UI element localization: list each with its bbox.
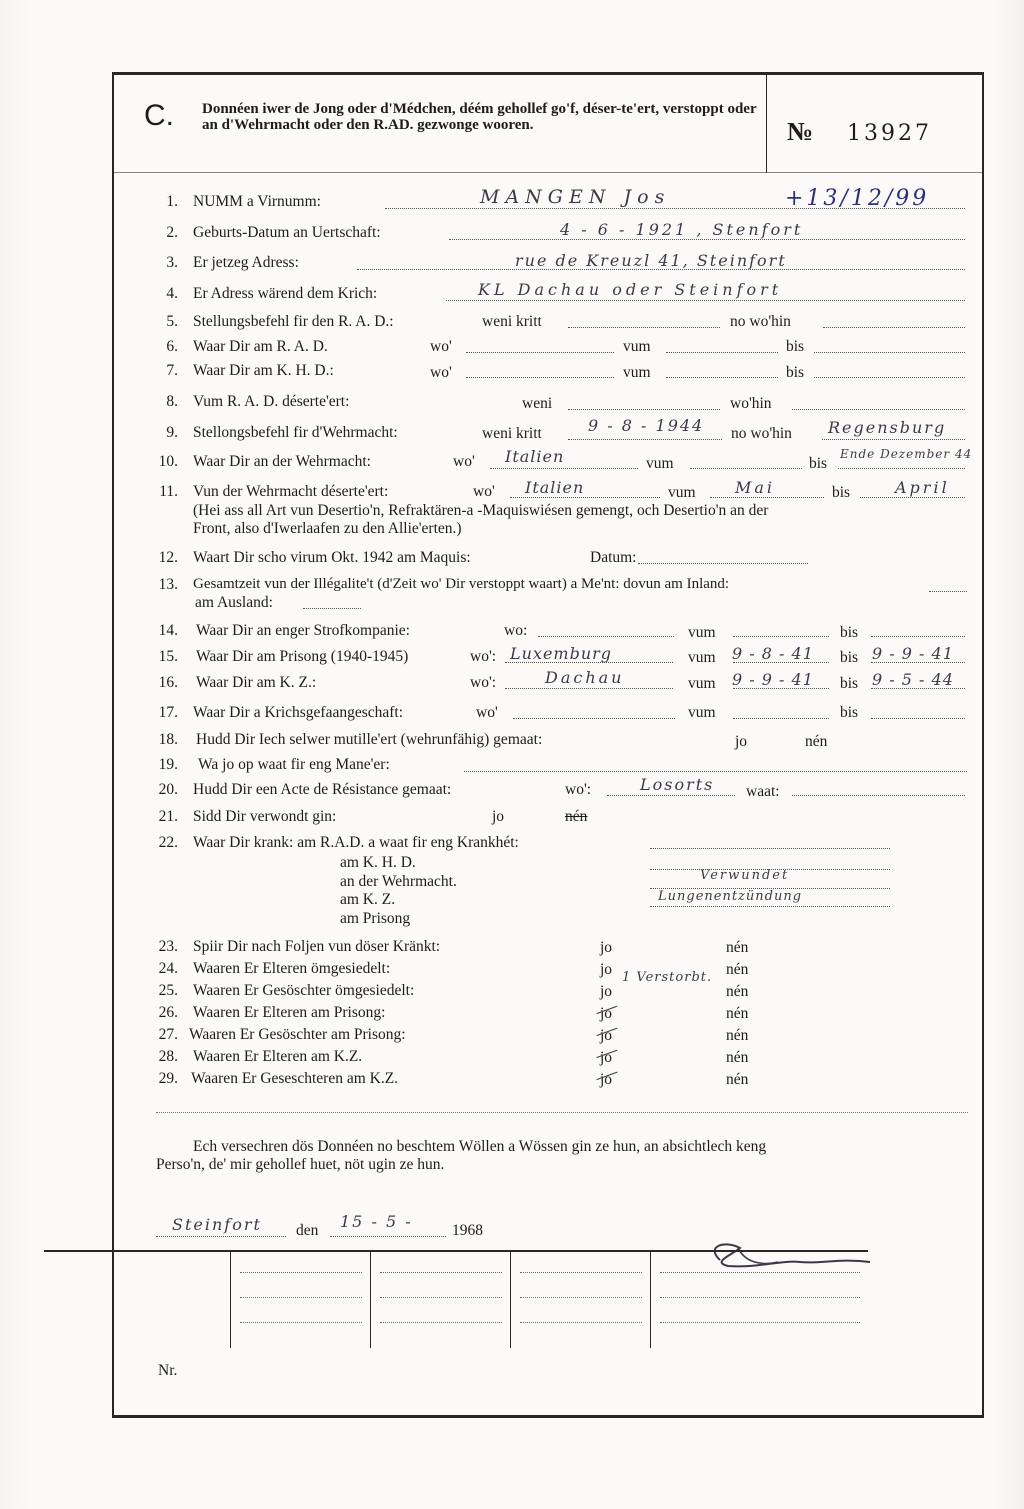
item-9-weni: weni kritt	[482, 425, 542, 442]
item-16-bis: bis	[840, 675, 859, 692]
item-29-label: Waaren Er Geseschteren am K.Z.	[191, 1070, 399, 1087]
item-13-label-ausland: am Ausland:	[195, 594, 273, 611]
header-divider	[766, 75, 767, 173]
place-field[interactable]	[156, 1236, 286, 1237]
item-19-number: 19.	[158, 756, 178, 773]
item-17-wo: wo'	[476, 704, 498, 721]
item-15-vum: vum	[688, 649, 716, 666]
item-16-vum: vum	[688, 675, 716, 692]
item-4-number: 4.	[166, 285, 178, 302]
item-12-datum: Datum:	[590, 549, 637, 566]
item-6-vum-field[interactable]	[666, 352, 778, 353]
item-29-nen[interactable]: nén	[726, 1071, 749, 1088]
item-20-label: Hudd Dir een Acte de Résistance gemaat:	[193, 781, 452, 798]
item-15-label: Waar Dir am Prisong (1940-1945)	[196, 648, 409, 665]
item-26-nen[interactable]: nén	[726, 1005, 749, 1022]
item-3-label: Er jetzeg Adress:	[193, 254, 299, 271]
item-22-kz-handwritten: Lungenentzündung	[658, 889, 803, 904]
item-19-label: Wa jo op waat fir eng Mane'er:	[198, 756, 390, 773]
item-21-label: Sidd Dir verwondt gin:	[193, 808, 337, 825]
item-4-label: Er Adress wärend dem Krich:	[193, 285, 378, 302]
item-12-datum-field[interactable]	[638, 563, 808, 564]
item-12-label: Waart Dir scho virum Okt. 1942 am Maquis:	[193, 549, 471, 566]
item-25-nen[interactable]: nén	[726, 983, 749, 1000]
item-3-number: 3.	[166, 254, 178, 271]
item-19-field[interactable]	[464, 771, 967, 772]
item-25-jo[interactable]: jo	[600, 983, 613, 1000]
item-14-wo: wo:	[504, 622, 528, 639]
item-5-wohin-field[interactable]	[823, 327, 965, 328]
date-field[interactable]	[330, 1236, 446, 1237]
item-23-jo[interactable]: jo	[600, 939, 613, 956]
item-25-handwritten: 1 Verstorbt.	[622, 970, 713, 985]
number-symbol: №	[787, 117, 814, 146]
item-16-from-handwritten: 9 - 9 - 41	[732, 670, 814, 689]
table-cell-line[interactable]	[660, 1322, 860, 1323]
item-14-vum-field[interactable]	[733, 636, 829, 637]
item-22-khd-label: am K. H. D.	[340, 854, 416, 871]
item-6-number: 6.	[166, 338, 178, 355]
item-16-place-handwritten: Dachau	[545, 668, 625, 687]
item-23-number: 23.	[158, 938, 178, 955]
item-27-number: 27.	[158, 1026, 178, 1043]
item-11-note-line1: (Hei ass all Art vun Desertio'n, Refraktären-a -Maquiswiésen gemengt, och Desertio'n an der	[193, 502, 769, 519]
item-18-jo[interactable]: jo	[735, 733, 748, 750]
table-cell-line[interactable]	[520, 1322, 642, 1323]
item-9-date-handwritten: 9 - 8 - 1944	[588, 416, 705, 435]
item-7-label: Waar Dir am K. H. D.:	[193, 362, 334, 379]
place-handwritten: Steinfort	[172, 1215, 262, 1234]
item-1-name-handwritten: MANGEN Jos	[480, 186, 671, 208]
item-22-wehrmacht-label: an der Wehrmacht.	[340, 873, 457, 890]
item-7-bis-field[interactable]	[814, 377, 965, 378]
item-17-label: Waar Dir a Krichsgefaangeschaft:	[193, 704, 404, 721]
item-9-place-handwritten: Regensburg	[828, 418, 947, 437]
item-5-weni-field[interactable]	[568, 327, 720, 328]
item-7-vum-field[interactable]	[666, 377, 778, 378]
item-28-label: Waaren Er Elteren am K.Z.	[193, 1048, 363, 1065]
item-25-label: Waaren Er Gesöschter ömgesiedelt:	[193, 982, 415, 999]
declaration-line-1: Ech versechren dös Donnéen no beschtem Wöllen a Wössen gin ze hun, an absichtlech keng	[193, 1138, 767, 1155]
item-11-number: 11.	[159, 483, 178, 500]
item-11-to-handwritten: April	[895, 478, 950, 497]
section-letter: C.	[144, 99, 174, 132]
date-den: den	[296, 1222, 319, 1239]
item-1-number: 1.	[166, 193, 178, 210]
table-cell-line[interactable]	[380, 1297, 502, 1298]
item-6-wo-field[interactable]	[466, 352, 614, 353]
item-7-vum: vum	[623, 364, 651, 381]
item-16-wo: wo':	[470, 674, 497, 691]
item-1-label: NUMM a Virnumm:	[193, 193, 321, 210]
item-10-place-handwritten: Italien	[505, 447, 565, 466]
item-8-weni-field[interactable]	[568, 409, 720, 410]
item-13-ausland-field[interactable]	[303, 608, 361, 609]
item-5-number: 5.	[166, 313, 178, 330]
item-11-label: Vun der Wehrmacht déserte'ert:	[193, 483, 389, 500]
item-10-wo-field[interactable]	[490, 468, 638, 469]
table-cell-line[interactable]	[520, 1297, 642, 1298]
item-10-bis-field[interactable]	[838, 468, 965, 469]
item-24-number: 24.	[158, 960, 178, 977]
item-9-label: Stellongsbefehl fir d'Wehrmacht:	[193, 424, 398, 441]
item-16-wo-field[interactable]	[505, 688, 673, 689]
item-9-number: 9.	[166, 424, 178, 441]
item-22-label: Waar Dir krank: am R.A.D. a waat fir eng Krankhét:	[193, 834, 519, 851]
item-29-number: 29.	[158, 1070, 178, 1087]
table-column-divider	[510, 1252, 511, 1348]
item-11-vum-field[interactable]	[710, 497, 824, 498]
table-column-divider	[370, 1252, 371, 1348]
item-22-prisong-label: am Prisong	[340, 910, 411, 927]
item-14-label: Waar Dir an enger Strofkompanie:	[196, 622, 410, 639]
item-8-number: 8.	[166, 393, 178, 410]
item-21-nen[interactable]: nén	[565, 808, 588, 825]
item-28-jo[interactable]: jo	[600, 1049, 613, 1066]
item-11-vum: vum	[668, 484, 696, 501]
item-14-bis: bis	[840, 624, 859, 641]
item-13-inland-field[interactable]	[929, 591, 967, 592]
item-8-wohin-field[interactable]	[792, 409, 965, 410]
section-separator	[156, 1112, 968, 1113]
date-handwritten: 15 - 5 -	[340, 1212, 413, 1231]
item-2-handwritten: 4 - 6 - 1921 , Stenfort	[560, 220, 804, 239]
declaration-line-2: Perso'n, de' mir gehollef huet, nöt ugin ze hun.	[156, 1156, 445, 1173]
item-20-waat-field[interactable]	[792, 795, 965, 796]
table-cell-line[interactable]	[240, 1322, 362, 1323]
item-22-kz-label: am K. Z.	[340, 891, 396, 908]
item-6-bis: bis	[786, 338, 805, 355]
item-28-nen[interactable]: nén	[726, 1049, 749, 1066]
item-20-wo: wo':	[565, 781, 592, 798]
item-9-weni-field[interactable]	[568, 439, 722, 440]
item-17-wo-field[interactable]	[513, 718, 675, 719]
item-12-number: 12.	[158, 549, 178, 566]
table-column-divider	[650, 1252, 651, 1348]
item-15-to-handwritten: 9 - 9 - 41	[872, 644, 954, 663]
item-15-from-handwritten: 9 - 8 - 41	[732, 644, 814, 663]
item-7-wo-field[interactable]	[466, 377, 614, 378]
item-9-wohin: no wo'hin	[731, 425, 792, 442]
item-27-jo[interactable]: jo	[600, 1027, 613, 1044]
item-24-nen[interactable]: nén	[726, 961, 749, 978]
item-20-wo-field[interactable]	[607, 795, 735, 796]
item-16-to-handwritten: 9 - 5 - 44	[872, 670, 954, 689]
item-26-label: Waaren Er Elteren am Prisong:	[193, 1004, 386, 1021]
item-20-waat: waat:	[746, 783, 780, 800]
item-2-field[interactable]	[449, 239, 965, 240]
item-11-note-line2: Front, also d'Iwerlaafen zu den Allie'erten.)	[193, 520, 462, 537]
item-15-wo: wo':	[470, 648, 497, 665]
item-22-wehrmacht-handwritten: Verwundet	[700, 868, 790, 883]
item-7-bis: bis	[786, 364, 805, 381]
item-15-bis: bis	[840, 649, 859, 666]
item-10-bis: bis	[809, 455, 828, 472]
item-8-label: Vum R. A. D. déserte'ert:	[193, 393, 350, 410]
item-5-label: Stellungsbefehl fir den R. A. D.:	[193, 313, 394, 330]
section-title: Donnéen iwer de Jong oder d'Médchen, déém gehollef go'f, déser-te'ert, verstoppt oder an d'Wehrmacht oder den R.AD. gezwonge wooren.	[202, 101, 757, 133]
item-3-handwritten: rue de Kreuzl 41, Steinfort	[515, 251, 787, 270]
item-5-wohin: no wo'hin	[730, 313, 791, 330]
item-2-number: 2.	[166, 224, 178, 241]
item-24-label: Waaren Er Elteren ömgesiedelt:	[193, 960, 391, 977]
item-11-place-handwritten: Italien	[525, 478, 585, 497]
item-17-vum: vum	[688, 704, 716, 721]
item-10-vum-field[interactable]	[690, 468, 802, 469]
item-4-handwritten: KL Dachau oder Steinfort	[478, 280, 783, 299]
item-24-jo[interactable]: jo	[600, 961, 613, 978]
footer-nr-label: Nr.	[158, 1362, 178, 1379]
item-7-number: 7.	[166, 362, 178, 379]
table-cell-line[interactable]	[660, 1272, 860, 1273]
form-number: 13927	[847, 121, 932, 146]
item-17-number: 17.	[158, 704, 178, 721]
item-6-label: Waar Dir am R. A. D.	[193, 338, 328, 355]
item-22-number: 22.	[158, 834, 178, 851]
item-17-bis: bis	[840, 704, 859, 721]
item-17-vum-field[interactable]	[733, 718, 829, 719]
item-10-vum: vum	[646, 455, 674, 472]
item-10-number: 10.	[158, 453, 178, 470]
table-cell-line[interactable]	[240, 1297, 362, 1298]
item-11-bis: bis	[832, 484, 851, 501]
item-6-wo: wo'	[430, 338, 452, 355]
item-23-nen[interactable]: nén	[726, 939, 749, 956]
item-15-number: 15.	[158, 648, 178, 665]
item-2-label: Geburts-Datum an Uertschaft:	[193, 224, 381, 241]
item-18-nen[interactable]: nén	[805, 733, 828, 750]
item-15-place-handwritten: Luxemburg	[510, 644, 613, 663]
item-10-end-handwritten: Ende Dezember 44	[840, 447, 973, 461]
item-13-number: 13.	[158, 576, 178, 593]
table-cell-line[interactable]	[520, 1272, 642, 1273]
table-column-divider	[230, 1252, 231, 1348]
item-4-field[interactable]	[446, 300, 965, 301]
item-27-nen[interactable]: nén	[726, 1027, 749, 1044]
item-21-number: 21.	[158, 808, 178, 825]
item-8-wohin: wo'hin	[730, 395, 772, 412]
table-cell-line[interactable]	[380, 1322, 502, 1323]
item-9-wohin-field[interactable]	[822, 439, 965, 440]
item-10-label: Waar Dir an der Wehrmacht:	[193, 453, 371, 470]
item-28-number: 28.	[158, 1048, 178, 1065]
item-1-death-handwritten: +13/12/99	[785, 186, 930, 211]
item-6-bis-field[interactable]	[814, 352, 965, 353]
item-22-kz-field[interactable]	[650, 906, 890, 907]
item-20-number: 20.	[158, 781, 178, 798]
item-14-bis-field[interactable]	[871, 636, 965, 637]
item-14-number: 14.	[158, 622, 178, 639]
item-17-bis-field[interactable]	[871, 718, 965, 719]
item-16-number: 16.	[158, 674, 178, 691]
item-26-jo[interactable]: jo	[600, 1005, 613, 1022]
item-29-jo[interactable]: jo	[600, 1071, 613, 1088]
item-5-weni: weni kritt	[482, 313, 542, 330]
form-header	[114, 75, 982, 173]
item-11-from-handwritten: Mai	[735, 478, 776, 497]
item-23-label: Spiir Dir nach Foljen vun döser Kränkt:	[193, 938, 441, 955]
item-20-handwritten: Losorts	[640, 775, 715, 794]
item-10-wo: wo'	[453, 453, 475, 470]
item-21-jo[interactable]: jo	[492, 808, 505, 825]
item-14-wo-field[interactable]	[538, 636, 674, 637]
item-11-bis-field[interactable]	[860, 497, 965, 498]
item-18-label: Hudd Dir Iech selwer mutille'ert (wehrunfähig) gemaat:	[196, 731, 543, 748]
item-18-number: 18.	[158, 731, 178, 748]
item-11-wo-field[interactable]	[510, 497, 660, 498]
table-cell-line[interactable]	[380, 1272, 502, 1273]
item-7-wo: wo'	[430, 364, 452, 381]
item-16-label: Waar Dir am K. Z.:	[196, 674, 317, 691]
table-cell-line[interactable]	[240, 1272, 362, 1273]
item-13-label: Gesamtzeit vun der Illégalite't (d'Zeit wo' Dir verstoppt waart) a Me'nt: dovun am Inland:	[193, 576, 730, 592]
item-26-number: 26.	[158, 1004, 178, 1021]
item-6-vum: vum	[623, 338, 651, 355]
date-year: 1968	[452, 1222, 483, 1239]
item-11-wo: wo'	[473, 483, 495, 500]
item-14-vum: vum	[688, 624, 716, 641]
item-22-rad-field[interactable]	[650, 848, 890, 849]
bottom-table	[44, 1250, 868, 1346]
item-8-weni: weni	[522, 395, 553, 412]
item-27-label: Waaren Er Gesöschter am Prisong:	[189, 1026, 406, 1043]
item-25-number: 25.	[158, 982, 178, 999]
table-cell-line[interactable]	[660, 1297, 860, 1298]
